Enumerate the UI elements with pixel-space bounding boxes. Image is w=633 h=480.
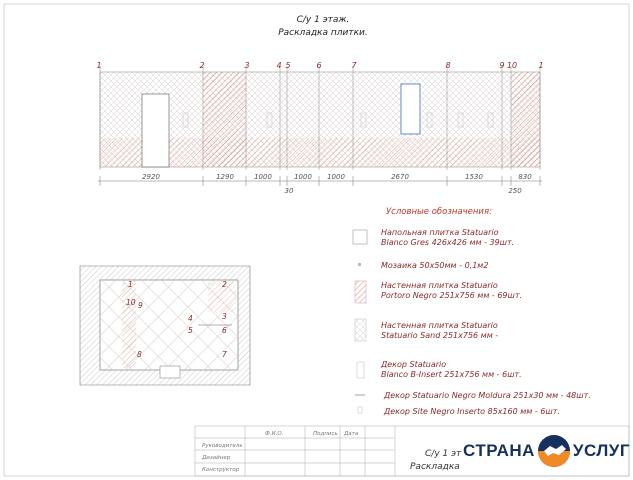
brand-word-1: СТРАНА [463,441,535,460]
dimension-value: 1290 [216,173,234,181]
axis-label: 9 [499,61,505,70]
dimension-value: 2670 [391,173,409,181]
stamp-title-2: Раскладка [410,462,460,472]
dimension-value: 830 [518,173,532,181]
axis-label: 2 [199,61,205,70]
door-opening [142,94,169,167]
axis-label: 6 [316,61,322,70]
plan-label: 6 [222,326,227,335]
plan-door [160,366,180,378]
plan-label: 5 [188,326,193,335]
plan-label: 4 [188,314,193,323]
plan-dark-wall [122,282,136,368]
dimension-value: 1530 [465,173,483,181]
plan-label: 8 [137,350,142,359]
stamp-row-label: Дизайнер [202,455,231,461]
dimension-value: 1000 [327,173,345,181]
plan-label: 9 [138,301,143,310]
title-line-1: С/у 1 этаж. [296,15,350,25]
axis-label: 4 [276,61,282,70]
brand-word-2: УСЛУГ [572,441,630,460]
plan-label: 2 [222,280,227,289]
legend-swatch-dark-tile [355,281,366,303]
axis-label: 7 [351,61,357,70]
legend-item-line1: Мозаика 50x50мм - 0,1м2 [381,261,489,270]
legend [353,207,591,416]
title-line-2: Раскладка плитки. [278,28,368,38]
axis-label: 1 [538,61,544,70]
legend-swatch-mosaic [358,263,361,266]
plan-label: 7 [222,350,227,359]
legend-item-line2: Statuario Sand 251x756 мм - [381,331,499,340]
legend-item-line1: Декор Site Negro Inserto 85x160 мм - 6шт. [384,407,560,416]
brand-watermark [463,434,633,468]
legend-item-line1: Декор Statuario Negro Moldura 251x30 мм - 48шт. [384,391,591,400]
legend-item-line1: Настенная плитка Statuario [381,321,498,330]
legend-item-line1: Напольная плитка Statuario [381,228,499,237]
legend-item-line1: Настенная плитка Statuario [381,281,498,290]
handshake-logo-icon [537,434,571,468]
stamp-row-label: Конструктор [202,467,240,473]
axis-label: 5 [285,61,291,70]
legend-item-line1: Декор Statuario [381,360,447,369]
legend-item-line2: Blanco B-Insert 251x756 мм - 6шт. [381,370,522,379]
floor-plan [80,266,250,385]
window-opening [401,84,420,134]
plan-label: 3 [222,312,227,321]
dimension-value: 1000 [254,173,272,181]
legend-swatch-decor [357,362,364,378]
legend-swatch-sand-tile [355,319,366,341]
dimension-value: 1000 [294,173,312,181]
dimension-value: 30 [284,187,294,195]
plan-label: 1 [128,280,133,289]
axis-label: 8 [445,61,451,70]
axis-label: 3 [244,61,250,70]
stamp-col-date: Дата [344,431,359,437]
plan-label: 10 [126,298,136,307]
dimension-value: 2920 [142,173,160,181]
legend-title: Условные обозначения: [386,207,492,217]
axis-label: 1 [96,61,102,70]
stamp-row-label: Руководитель [202,443,243,449]
wall-elevation [96,61,543,195]
stamp-col-sign: Подпись [313,431,338,437]
legend-swatch-floor [353,230,367,244]
dimension-value: 250 [508,187,522,195]
stamp-col-fio: Ф.И.О. [265,431,284,437]
legend-item-line2: Blanco Gres 426x426 мм - 39шт. [381,238,515,247]
legend-item-line2: Portoro Negro 251x756 мм - 69шт. [381,291,523,300]
stamp-title-1: С/у 1 эт [425,449,462,459]
axis-label: 10 [506,61,518,70]
legend-swatch-inserto [358,407,362,413]
